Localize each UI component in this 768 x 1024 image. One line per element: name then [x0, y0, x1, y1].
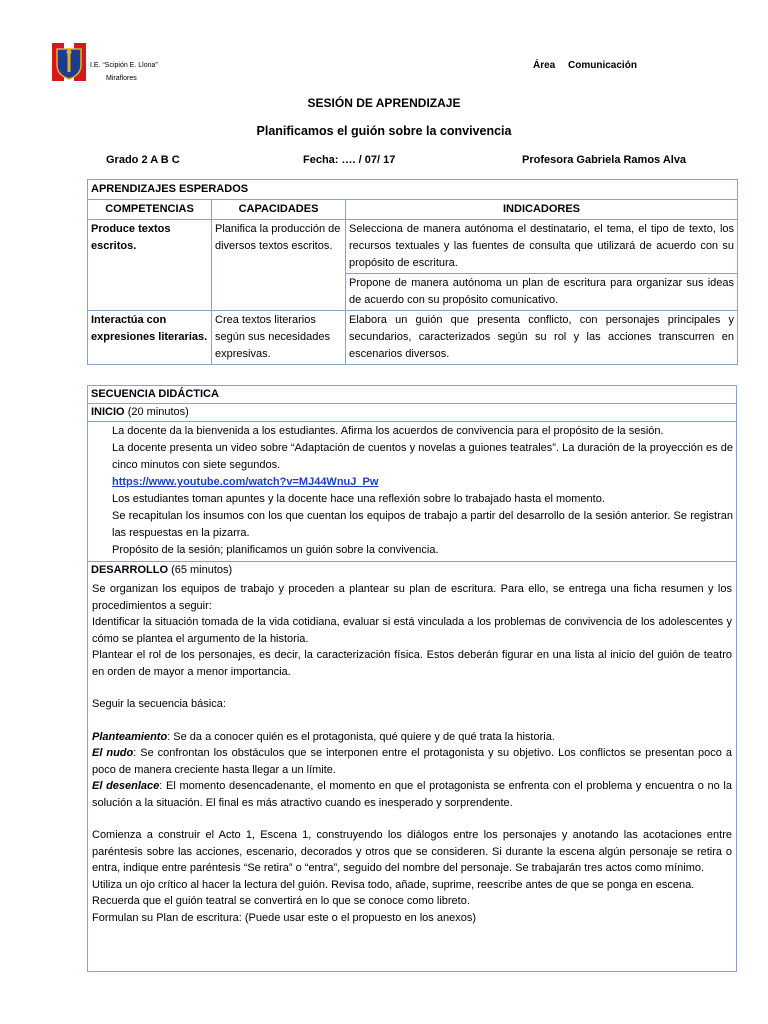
inicio-item: La docente presenta un video sobre “Adaptación de cuentos y novelas a guiones teatrales”. La duración de la proyección es de cinco minutos con siete segundos.: [112, 442, 733, 471]
planteamiento-term: Planteamiento: [92, 730, 168, 743]
inicio-body: [88, 422, 736, 562]
planteamiento-text: : Se da a conocer quién es el protagonista, qué quiere y de qué trata la historia.: [167, 730, 555, 743]
column-header: COMPETENCIAS: [88, 200, 212, 220]
desarrollo-paragraph: Formulan su Plan de escritura: (Puede usar este o el propuesto en los anexos): [92, 911, 476, 924]
competencia-cell: Produce textos escritos.: [88, 220, 212, 311]
desarrollo-paragraph: Se organizan los equipos de trabajo y proceden a plantear su plan de escritura. Para ello, se entrega una ficha resumen y los procedimientos a seguir:: [92, 583, 732, 612]
capacidad-cell: Crea textos literarios según sus necesidades expresivas.: [212, 311, 346, 365]
inicio-label: INICIO: [91, 406, 125, 418]
grade-label: Grado 2 A B C: [106, 154, 180, 166]
desarrollo-label: DESARROLLO: [91, 564, 168, 576]
desarrollo-paragraph: Identificar la situación tomada de la vida cotidiana, evaluar si está vinculada a los problemas de convivencia de los adolescentes y cómo se plantea el argumento de la historia.: [92, 616, 732, 645]
secuencia-table: [87, 385, 737, 972]
inicio-header: [88, 404, 736, 422]
competencia-cell: Interactúa con expresiones literarias.: [88, 311, 212, 365]
inicio-time: (20 minutos): [127, 406, 189, 418]
desarrollo-time: (65 minutos): [171, 564, 233, 576]
indicador-cell: Propone de manera autónoma un plan de escritura para organizar sus ideas de acuerdo con su propósito comunicativo.: [346, 274, 738, 311]
inicio-item: Se recapitulan los insumos con los que cuentan los equipos de trabajo a partir del desarrollo de la sesión anterior. Se registran las respuestas en la pizarra.: [112, 510, 733, 539]
area-label: Área: [533, 60, 556, 71]
school-district: Miraflores: [106, 75, 137, 82]
desarrollo-header: [88, 562, 736, 579]
session-heading: SESIÓN DE APRENDIZAJE: [307, 96, 461, 110]
school-name: I.E. “Scipión E. Llona”: [90, 62, 158, 69]
indicador-cell: Selecciona de manera autónoma el destinatario, el tema, el tipo de texto, los recursos textuales y las fuentes de consulta que utilizará de acuerdo con su propósito de escritura.: [346, 220, 738, 274]
desarrollo-paragraph: Recuerda que el guión teatral se convertirá en lo que se conoce como libreto.: [92, 895, 470, 907]
desenlace-text: : El momento desencadenante, el momento en que el protagonista se enfrenta con el problema y encuentra o no la solución a la situación. El final es más atractivo cuando es inesperado y sorprendente.: [92, 780, 732, 809]
school-logo: [52, 43, 86, 81]
capacidad-cell: Planifica la producción de diversos textos escritos.: [212, 220, 346, 311]
planteamiento-item: [92, 729, 732, 746]
aprendizajes-table: [87, 179, 738, 365]
page-title: Planificamos el guión sobre la convivencia: [256, 124, 512, 138]
desarrollo-paragraph: Comienza a construir el Acto 1, Escena 1, construyendo los diálogos entre los personajes y anotando las acotaciones entre paréntesis sobre las acciones, escenario, decorados y otros que se consideren. Si durante la escena algún personaje se retira o entra, indique entre paréntesis “Se retira” o “entra”, seguido del nombre del personaje. Se trabajarán tres actos como mínimo.: [92, 829, 732, 874]
inicio-item: Propósito de la sesión; planificamos un guión sobre la convivencia.: [112, 544, 439, 556]
desenlace-term: El desenlace: [92, 780, 160, 792]
area-value: Comunicación: [568, 60, 637, 71]
nudo-text: : Se confrontan los obstáculos que se interponen entre el protagonista y su objetivo. Los conflictos se presentan poco a poco de manera creciente hasta llegar a un límite.: [92, 747, 732, 776]
desarrollo-body: [88, 579, 736, 928]
inicio-item: Los estudiantes toman apuntes y la docente hace una reflexión sobre lo trabajado hasta el momento.: [112, 493, 605, 505]
inicio-item: La docente da la bienvenida a los estudiantes. Afirma los acuerdos de convivencia para el propósito de la sesión.: [112, 425, 664, 437]
date-label: Fecha: …. / 07/ 17: [303, 154, 396, 166]
desarrollo-paragraph: Seguir la secuencia básica:: [92, 698, 226, 710]
secuencia-heading: SECUENCIA DIDÁCTICA: [88, 386, 736, 404]
nudo-term: El nudo: [92, 747, 134, 759]
area-info: [533, 60, 637, 71]
video-link[interactable]: https://www.youtube.com/watch?v=MJ44WnuJ_Pw: [112, 476, 379, 488]
nudo-item: [92, 745, 732, 778]
aprendizajes-heading: APRENDIZAJES ESPERADOS: [88, 180, 738, 200]
desenlace-item: [92, 778, 732, 811]
column-header: CAPACIDADES: [212, 200, 346, 220]
indicador-cell: Elabora un guión que presenta conflicto, con personajes principales y secundarios, caracterizados según su rol y las acciones transcurren en escenarios diversos.: [346, 311, 738, 365]
teacher-label: Profesora Gabriela Ramos Alva: [522, 154, 687, 166]
column-header: INDICADORES: [346, 200, 738, 220]
desarrollo-paragraph: Utiliza un ojo crítico al hacer la lectura del guión. Revisa todo, añade, suprime, reescribe antes de que se ponga en escena.: [92, 878, 695, 891]
desarrollo-paragraph: Plantear el rol de los personajes, es decir, la caracterización física. Estos deberán figurar en una lista al inicio del guión de teatro en orden de mayor a menor importancia.: [92, 649, 732, 678]
